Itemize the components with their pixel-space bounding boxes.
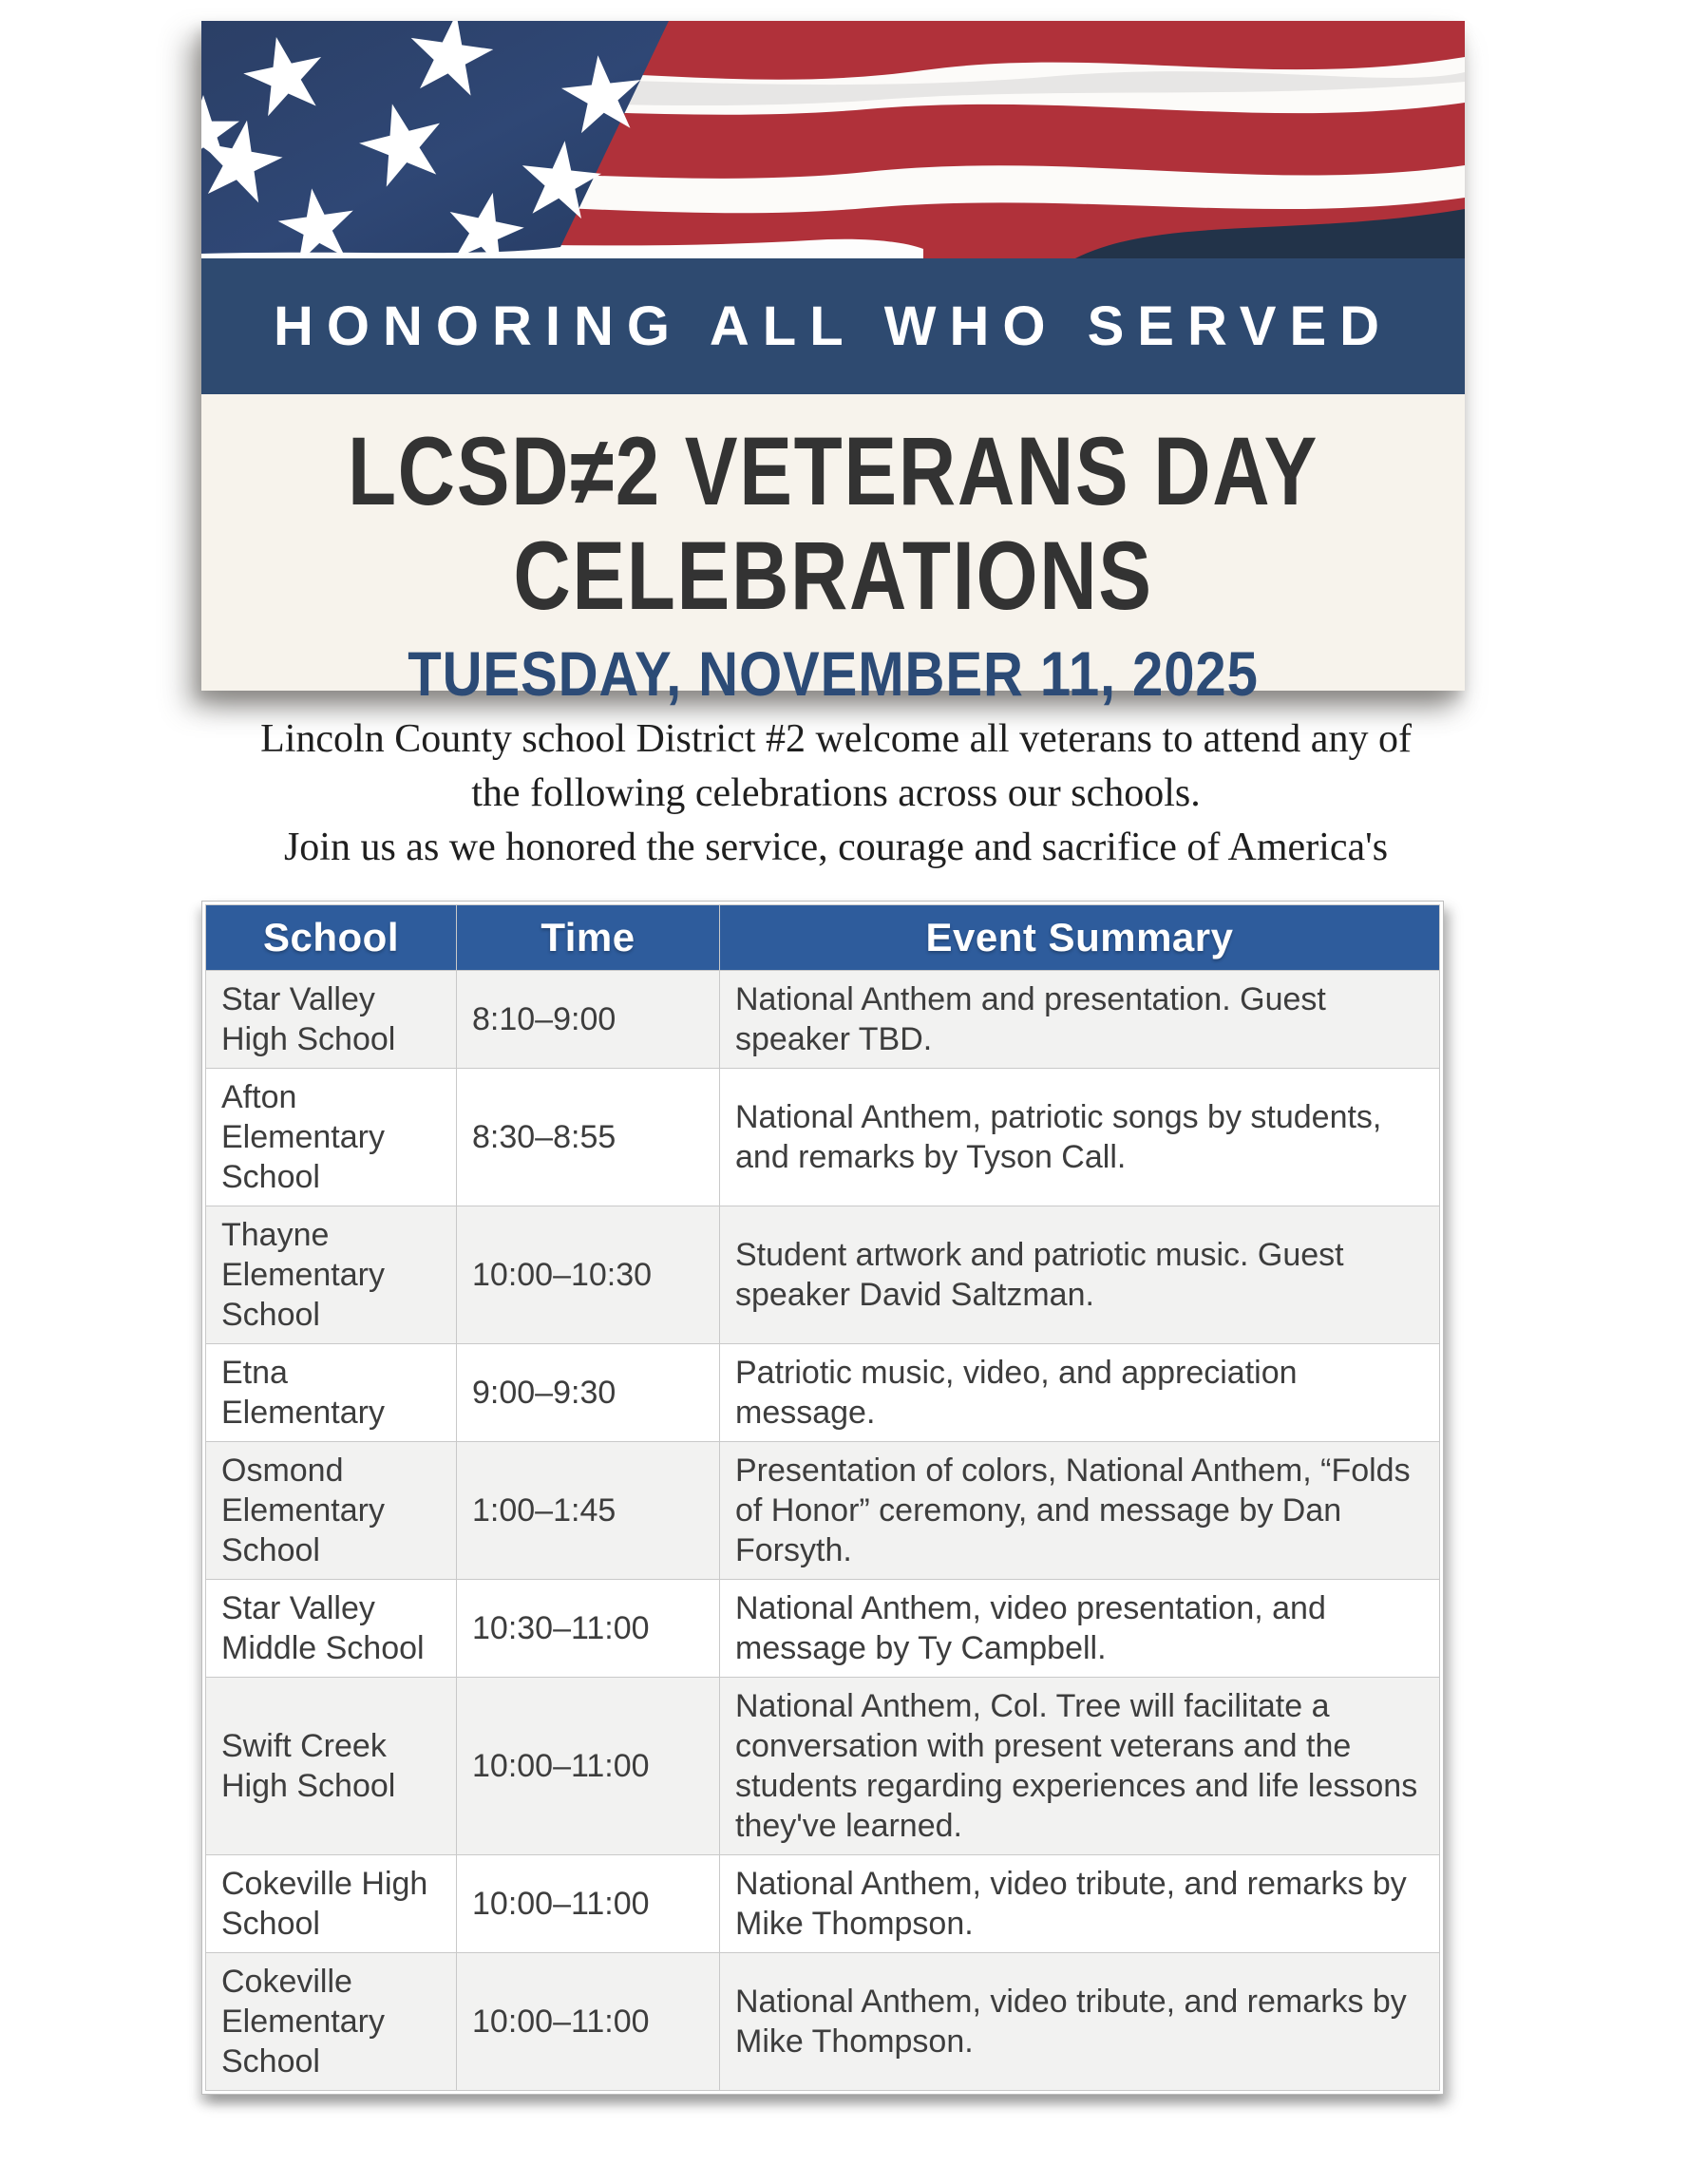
events-table-card bbox=[201, 901, 1444, 2095]
intro-line-1: Lincoln County school District #2 welcome all veterans to attend any of bbox=[260, 717, 1412, 761]
summary-cell: National Anthem and presentation. Guest speaker TBD. bbox=[720, 971, 1440, 1069]
banner-strapline-band bbox=[201, 258, 1465, 394]
table-row bbox=[206, 1580, 1440, 1678]
time-cell: 9:00–9:30 bbox=[457, 1344, 720, 1442]
time-cell: 10:00–10:30 bbox=[457, 1206, 720, 1344]
banner-strapline: HONORING ALL WHO SERVED bbox=[273, 295, 1394, 357]
summary-cell: Patriotic music, video, and appreciation message. bbox=[720, 1344, 1440, 1442]
events-table bbox=[205, 904, 1440, 2091]
time-cell: 10:30–11:00 bbox=[457, 1580, 720, 1678]
school-cell: Star Valley High School bbox=[206, 971, 457, 1069]
school-cell: Cokeville Elementary School bbox=[206, 1953, 457, 2091]
summary-cell: National Anthem, video presentation, and message by Ty Campbell. bbox=[720, 1580, 1440, 1678]
table-row bbox=[206, 971, 1440, 1069]
summary-cell: Presentation of colors, National Anthem, “Folds of Honor” ceremony, and message by Dan Forsyth. bbox=[720, 1442, 1440, 1580]
intro-line-3: Join us as we honored the service, courage and sacrifice of America's bbox=[283, 826, 1389, 869]
school-cell: Osmond Elementary School bbox=[206, 1442, 457, 1580]
school-cell: Afton Elementary School bbox=[206, 1069, 457, 1206]
school-cell: Etna Elementary bbox=[206, 1344, 457, 1442]
banner-title-line2: CELEBRATIONS bbox=[513, 522, 1153, 630]
school-cell: Cokeville High School bbox=[206, 1855, 457, 1953]
intro-line-2: the following celebrations across our schools. bbox=[471, 771, 1201, 815]
banner-title-line1: LCSD≠2 VETERANS DAY bbox=[347, 417, 1319, 525]
table-row bbox=[206, 1953, 1440, 2091]
intro-paragraph bbox=[8, 712, 1664, 875]
table-row bbox=[206, 1344, 1440, 1442]
time-cell: 10:00–11:00 bbox=[457, 1855, 720, 1953]
banner-title-area bbox=[201, 394, 1465, 709]
summary-cell: National Anthem, video tribute, and remarks by Mike Thompson. bbox=[720, 1953, 1440, 2091]
table-row bbox=[206, 1855, 1440, 1953]
school-cell: Swift Creek High School bbox=[206, 1678, 457, 1855]
banner-date: TUESDAY, NOVEMBER 11, 2025 bbox=[408, 638, 1259, 709]
time-cell: 8:30–8:55 bbox=[457, 1069, 720, 1206]
table-row bbox=[206, 1206, 1440, 1344]
school-cell: Thayne Elementary School bbox=[206, 1206, 457, 1344]
time-cell: 1:00–1:45 bbox=[457, 1442, 720, 1580]
time-cell: 10:00–11:00 bbox=[457, 1953, 720, 2091]
time-cell: 8:10–9:00 bbox=[457, 971, 720, 1069]
us-flag-graphic bbox=[201, 21, 1465, 258]
time-cell: 10:00–11:00 bbox=[457, 1678, 720, 1855]
column-header-school: School bbox=[206, 905, 457, 971]
veterans-day-banner bbox=[201, 21, 1465, 709]
table-header-row bbox=[206, 905, 1440, 971]
summary-cell: National Anthem, patriotic songs by students, and remarks by Tyson Call. bbox=[720, 1069, 1440, 1206]
events-table-body bbox=[206, 971, 1440, 2091]
table-row bbox=[206, 1069, 1440, 1206]
table-row bbox=[206, 1678, 1440, 1855]
table-row bbox=[206, 1442, 1440, 1580]
summary-cell: National Anthem, video tribute, and remarks by Mike Thompson. bbox=[720, 1855, 1440, 1953]
column-header-event-summary: Event Summary bbox=[720, 905, 1440, 971]
summary-cell: National Anthem, Col. Tree will facilitate a conversation with present veterans and the students regarding experiences and life lessons they've learned. bbox=[720, 1678, 1440, 1855]
summary-cell: Student artwork and patriotic music. Guest speaker David Saltzman. bbox=[720, 1206, 1440, 1344]
column-header-time: Time bbox=[457, 905, 720, 971]
school-cell: Star Valley Middle School bbox=[206, 1580, 457, 1678]
